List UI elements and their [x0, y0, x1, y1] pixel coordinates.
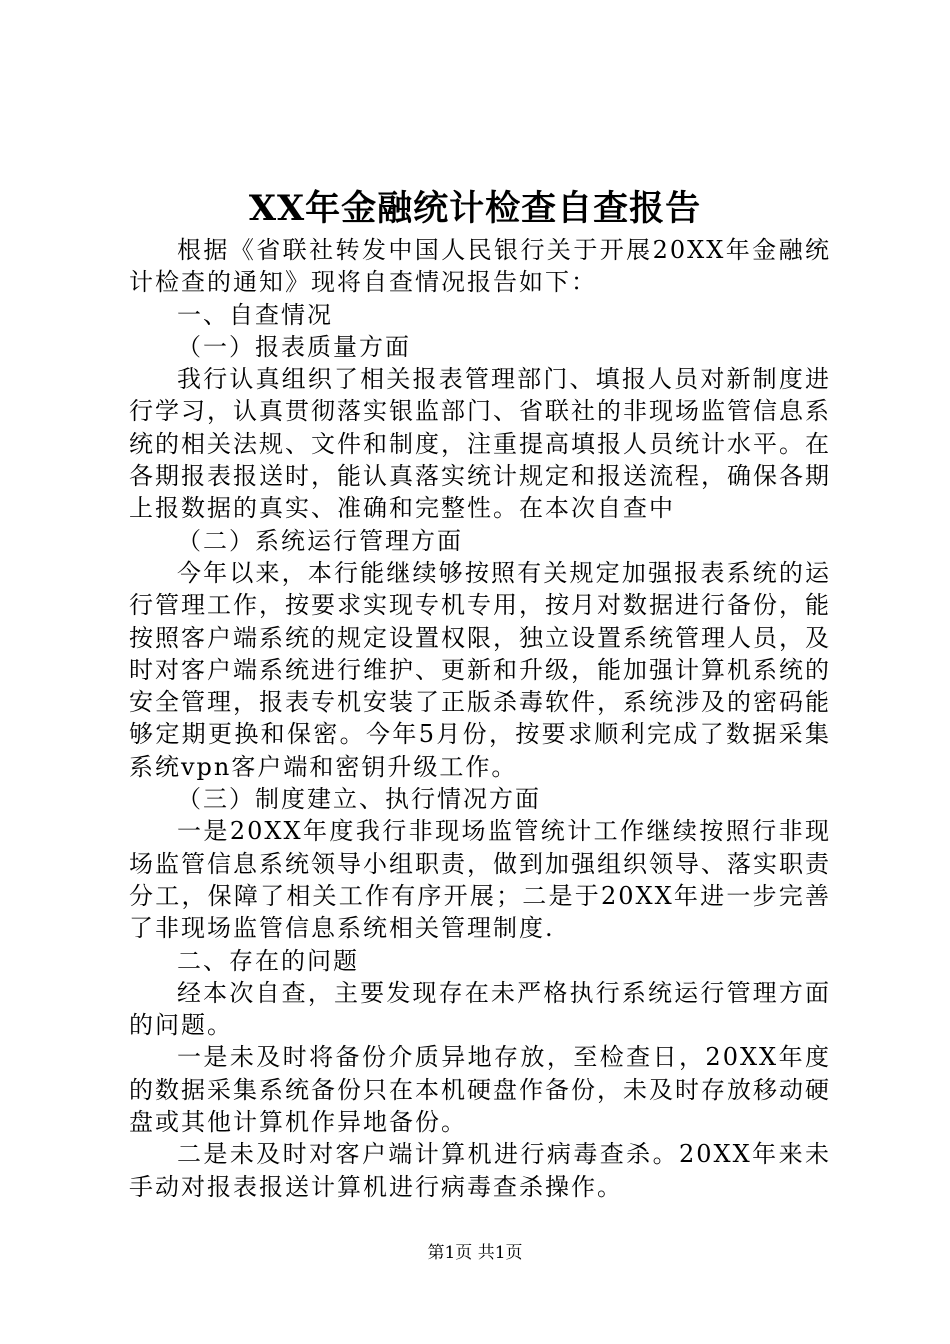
paragraph: 我行认真组织了相关报表管理部门、填报人员对新制度进行学习，认真贯彻落实银监部门、省联社的非现场监管信息系统的相关法规、文件和制度，注重提高填报人员统计水平。在各期报表报送时，能认真落实统计规定和报送流程，确保各期上报数据的真实、准确和完整性。在本次自查中 [129, 365, 831, 523]
paragraph: 一是20XX年度我行非现场监管统计工作继续按照行非现场监管信息系统领导小组职责，做到加强组织领导、落实职责分工，保障了相关工作有序开展；二是于20XX年进一步完善了非现场监管信息系统相关管理制度. [129, 817, 831, 943]
section-heading: 二、存在的问题 [177, 946, 359, 975]
page-footer: 第1页 共1页 [427, 1243, 523, 1263]
document-title: XX年金融统计检查自查报告 [248, 188, 702, 229]
paragraph: 经本次自查，主要发现存在未严格执行系统运行管理方面的问题。 [129, 978, 831, 1040]
paragraph: 今年以来，本行能继续够按照有关规定加强报表系统的运行管理工作，按要求实现专机专用，按月对数据进行备份，能按照客户端系统的规定设置权限，独立设置系统管理人员，及时对客户端系统进行维护、更新和升级，能加强计算机系统的安全管理，报表专机安装了正版杀毒软件，系统涉及的密码能够定期更换和保密。今年5月份，按要求顺利完成了数据采集系统vpn客户端和密钥升级工作。 [129, 558, 831, 781]
subsection-heading: （一）报表质量方面 [177, 332, 411, 361]
subsection-heading: （三）制度建立、执行情况方面 [177, 785, 541, 814]
paragraph: 二是未及时对客户端计算机进行病毒查杀。20XX年来未手动对报表报送计算机进行病毒查杀操作。 [129, 1140, 831, 1201]
subsection-heading: （二）系统运行管理方面 [177, 526, 463, 555]
document-body [129, 234, 831, 1203]
paragraph: 根据《省联社转发中国人民银行关于开展20XX年金融统计检查的通知》现将自查情况报告如下： [129, 236, 831, 297]
section-heading: 一、自查情况 [177, 300, 333, 329]
paragraph: 一是未及时将备份介质异地存放，至检查日，20XX年度的数据采集系统备份只在本机硬盘作备份，未及时存放移动硬盘或其他计算机作异地备份。 [129, 1043, 831, 1137]
